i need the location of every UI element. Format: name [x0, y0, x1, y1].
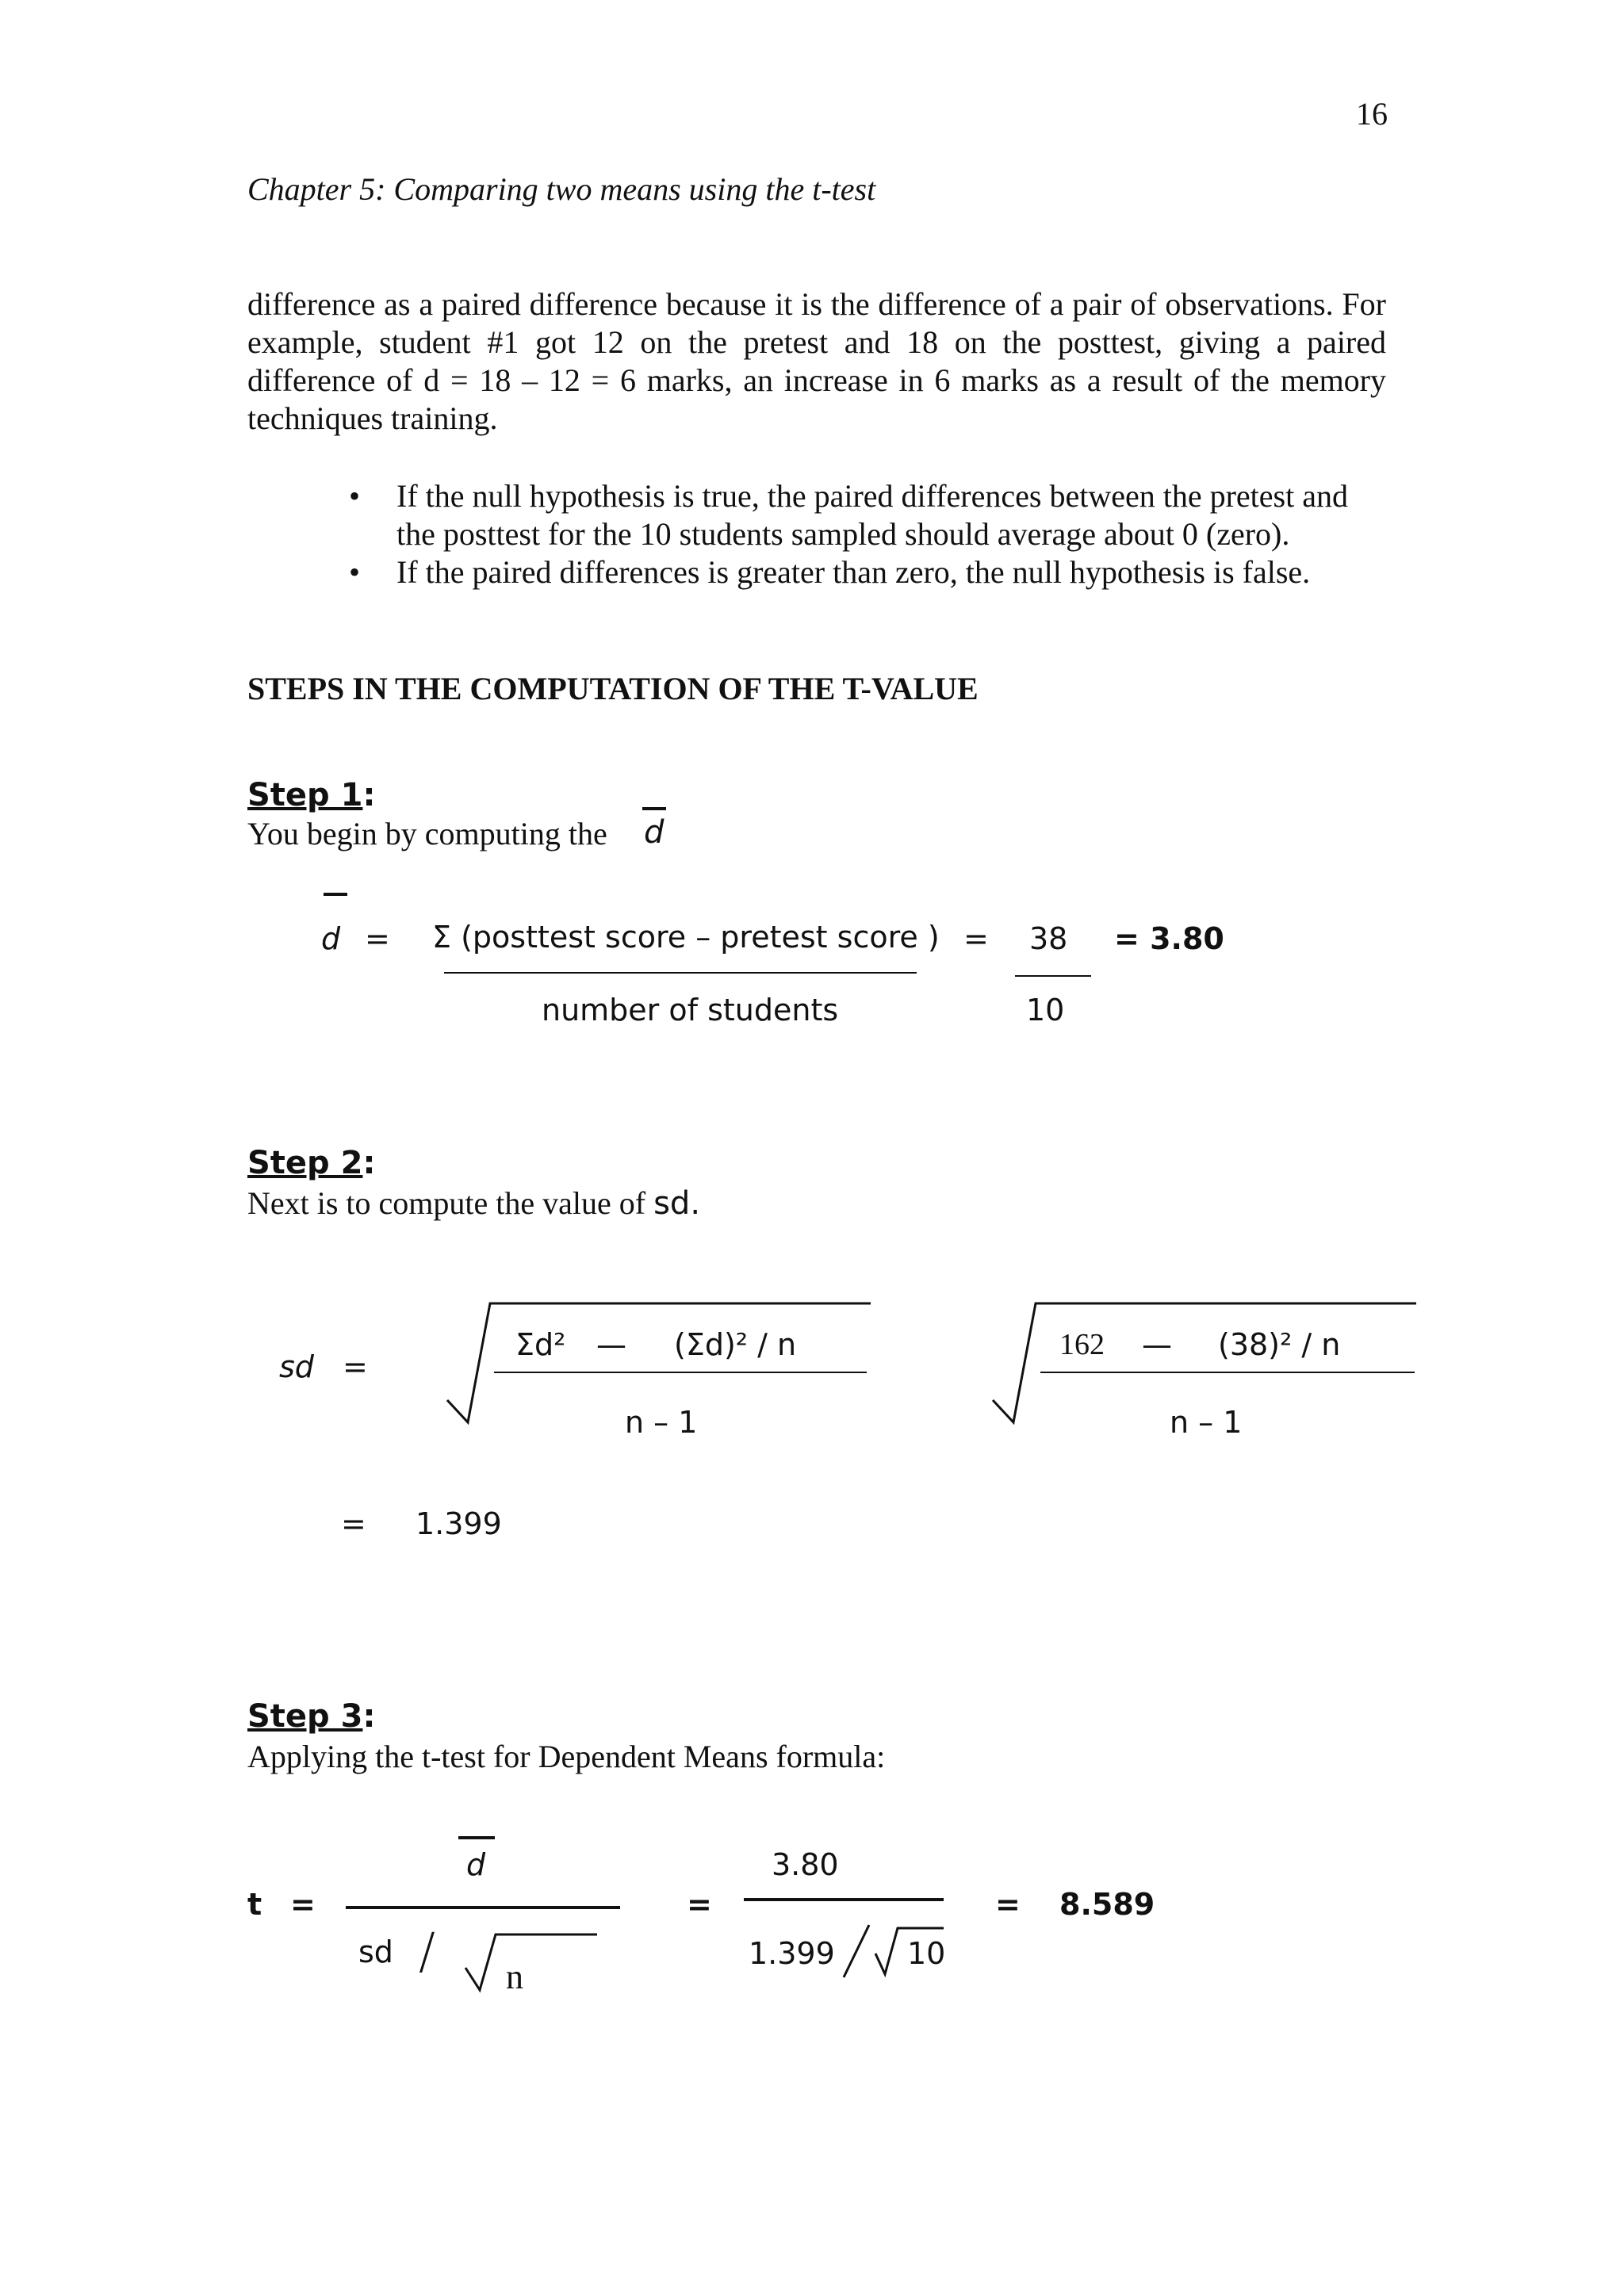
formula-den-n: n	[506, 1957, 523, 1996]
formula-equals: =	[963, 921, 989, 956]
formula-den-sd-value: 1.399	[749, 1936, 835, 1971]
formula-result: 8.589	[1059, 1887, 1155, 1922]
formula-lhs-sd: sd	[279, 1349, 314, 1384]
formula-result: = 3.80	[1114, 921, 1224, 956]
chapter-title: Chapter 5: Comparing two means using the t-test	[247, 171, 876, 207]
step-2-text-body: Next is to compute the value of	[247, 1185, 646, 1221]
d-bar-symbol: d	[644, 814, 665, 851]
d-bar-overline	[642, 807, 666, 810]
square-root-icon	[464, 1922, 599, 1993]
formula-numerator: Σ (posttest score – pretest score )	[432, 920, 940, 955]
step-3-text: Applying the t-test for Dependent Means formula:	[247, 1739, 886, 1774]
d-bar-overline	[458, 1836, 495, 1839]
bullet-text: If the paired differences is greater than zero, the null hypothesis is false.	[396, 554, 1311, 590]
step-2-colon: :	[362, 1145, 376, 1181]
list-item	[349, 553, 1386, 591]
fraction-line	[1015, 975, 1091, 977]
d-bar-overline	[324, 893, 347, 896]
formula-den-sd: sd	[358, 1934, 393, 1969]
body-paragraph: difference as a paired difference because it is the difference of a pair of observations. For example, student #1 got 12 on the pretest and 18 on the posttest, giving a paired difference of d = 18 – 12 = 6 marks, an increase in 6 marks as a result of the memory techniques training.	[247, 286, 1386, 436]
step-1-text: You begin by computing the	[247, 816, 607, 851]
fraction-line	[1040, 1372, 1415, 1373]
step-1-label	[247, 777, 375, 813]
section-heading: STEPS IN THE COMPUTATION OF THE T-VALUE	[247, 671, 979, 706]
bullet-list	[349, 477, 1386, 591]
formula-numerator-d-bar: d	[466, 1847, 486, 1882]
formula-value-numerator: 38	[1029, 921, 1068, 956]
formula-denominator: number of students	[542, 993, 839, 1027]
formula-value-denominator: 10	[1026, 993, 1065, 1027]
formula-sum-d-squared-over-n: (Σd)² ∕ n	[674, 1327, 797, 1362]
formula-equals: =	[343, 1349, 368, 1384]
formula-denominator: n – 1	[625, 1405, 698, 1440]
step-1-label-text: Step 1	[247, 777, 363, 813]
bullet-icon: •	[349, 478, 361, 514]
formula-equals: =	[995, 1887, 1021, 1922]
formula-minus: —	[1142, 1327, 1172, 1362]
step-3-label-text: Step 3	[247, 1698, 363, 1735]
step-2-label-text: Step 2	[247, 1145, 363, 1181]
step-2-label	[247, 1145, 375, 1181]
formula-slash: /	[419, 1922, 435, 1980]
sd-symbol: sd.	[653, 1185, 701, 1222]
fraction-line	[744, 1898, 944, 1901]
formula-numeric-squared-over-n: (38)² ∕ n	[1218, 1327, 1341, 1362]
formula-lhs-d-bar: d	[321, 921, 341, 956]
formula-sum-d-squared: Σd²	[515, 1327, 566, 1362]
fraction-line	[444, 972, 917, 974]
fraction-line	[346, 1906, 620, 1909]
formula-result: 1.399	[416, 1506, 502, 1541]
formula-numerator-value: 3.80	[772, 1847, 839, 1882]
formula-equals: =	[365, 921, 390, 956]
page-number: 16	[1356, 96, 1388, 132]
bullet-icon: •	[349, 554, 361, 590]
step-3-label	[247, 1698, 375, 1735]
formula-equals: =	[341, 1506, 366, 1541]
fraction-line	[494, 1372, 867, 1373]
formula-equals: =	[290, 1887, 316, 1922]
step-1-colon: :	[362, 777, 376, 813]
step-2-text	[247, 1184, 700, 1222]
list-item	[349, 477, 1386, 553]
formula-lhs-t: t	[247, 1887, 262, 1922]
formula-den-n-value: 10	[907, 1936, 946, 1971]
formula-minus: —	[596, 1327, 626, 1362]
formula-equals: =	[687, 1887, 712, 1922]
bullet-text: If the null hypothesis is true, the paired differences between the pretest and the posttest for the 10 students sampled should average about 0 (zero).	[396, 478, 1348, 552]
step-3-colon: :	[362, 1698, 376, 1735]
formula-denominator: n – 1	[1170, 1405, 1243, 1440]
formula-numeric-sum: 162	[1059, 1328, 1105, 1361]
